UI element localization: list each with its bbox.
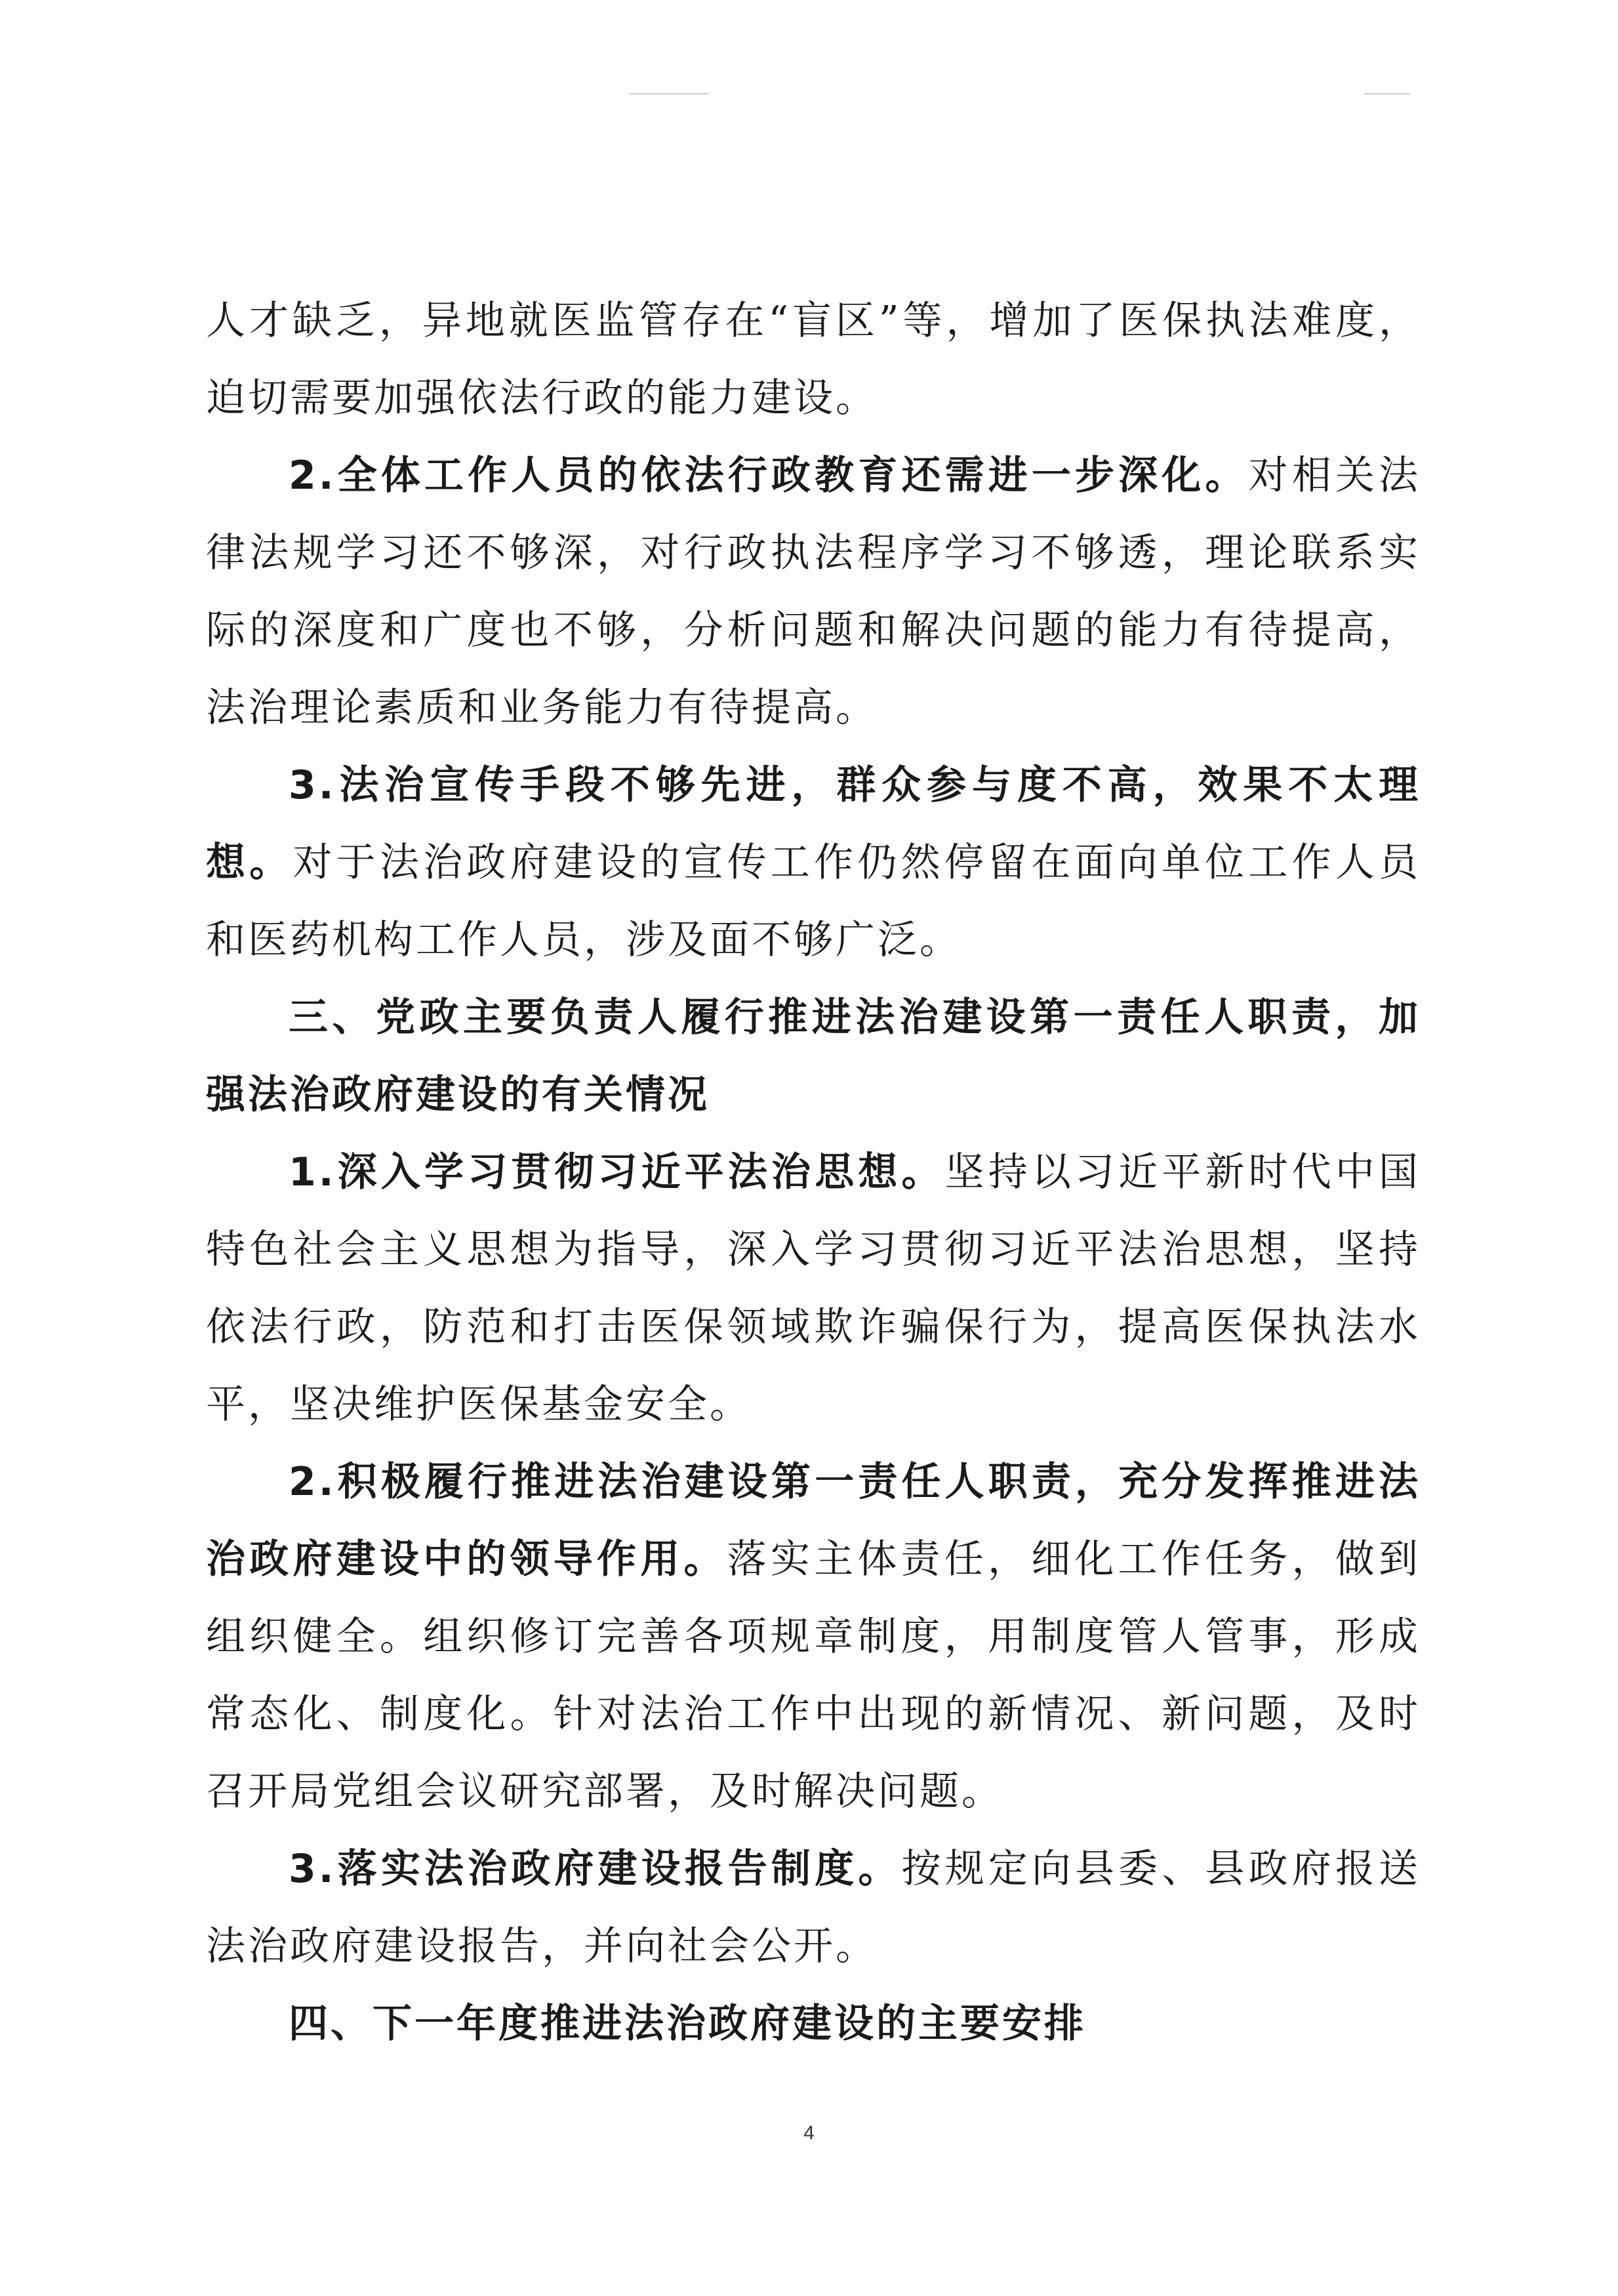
- scan-artifact-line: [630, 93, 708, 94]
- paragraph-text: 对相关法律法规学习还不够深，对行政执法程序学习不够透，理论联系实际的深度和广度也不够，分析问题和解决问题的能力有待提高，法治理论素质和业务能力有待提高。: [206, 453, 1421, 731]
- paragraph-item-1: [206, 1134, 1421, 1443]
- document-body: [206, 282, 1421, 2062]
- paragraph-text: 落实主体责任，细化工作任务，做到组织健全。组织修订完善各项规章制度，用制度管人管事，形成常态化、制度化。针对法治工作中出现的新情况、新问题，及时召开局党组会议研究部署，及时解决问题。: [206, 1536, 1421, 1814]
- page-number: 4: [803, 2122, 815, 2144]
- paragraph-text: 坚持以习近平新时代中国特色社会主义思想为指导，深入学习贯彻习近平法治思想，坚持依法行政，防范和打击医保领域欺诈骗保行为，提高医保执法水平，坚决维护医保基金安全。: [206, 1149, 1421, 1427]
- paragraph-item-2: [206, 437, 1421, 747]
- section-heading-4: [206, 1985, 1421, 2062]
- paragraph-heading: 1.深入学习贯彻习近平法治思想。: [289, 1149, 945, 1195]
- paragraph-heading: 3.落实法治政府建设报告制度。: [289, 1846, 902, 1892]
- paragraph-item-3b: [206, 1830, 1421, 1985]
- section-heading-3: [206, 979, 1421, 1134]
- paragraph-item-3: [206, 747, 1421, 979]
- paragraph-text: 对于法治政府建设的宣传工作仍然停留在面向单位工作人员和医药机构工作人员，涉及面不够广泛。: [206, 840, 1421, 963]
- paragraph-heading: 3.法治宣传手段不够先进，群众参与度不高，效果不太理想。: [206, 762, 1421, 886]
- paragraph-heading: 2.积极履行推进法治建设第一责任人职责，充分发挥推进法治政府建设中的领导作用。: [206, 1459, 1421, 1582]
- scan-artifact-line: [1364, 93, 1410, 94]
- paragraph-text: 按规定向县委、县政府报送法治政府建设报告，并向社会公开。: [206, 1846, 1421, 1969]
- section-heading: 三、党政主要负责人履行推进法治建设第一责任人职责，加强法治政府建设的有关情况: [206, 994, 1421, 1118]
- paragraph-continued: [206, 282, 1421, 437]
- section-heading: 四、下一年度推进法治政府建设的主要安排: [289, 2001, 1086, 2047]
- paragraph-item-2b: [206, 1443, 1421, 1830]
- paragraph-text: 人才缺乏，异地就医监管存在“盲区”等，增加了医保执法难度，迫切需要加强依法行政的能力建设。: [206, 298, 1421, 421]
- paragraph-heading: 2.全体工作人员的依法行政教育还需进一步深化。: [289, 453, 1249, 499]
